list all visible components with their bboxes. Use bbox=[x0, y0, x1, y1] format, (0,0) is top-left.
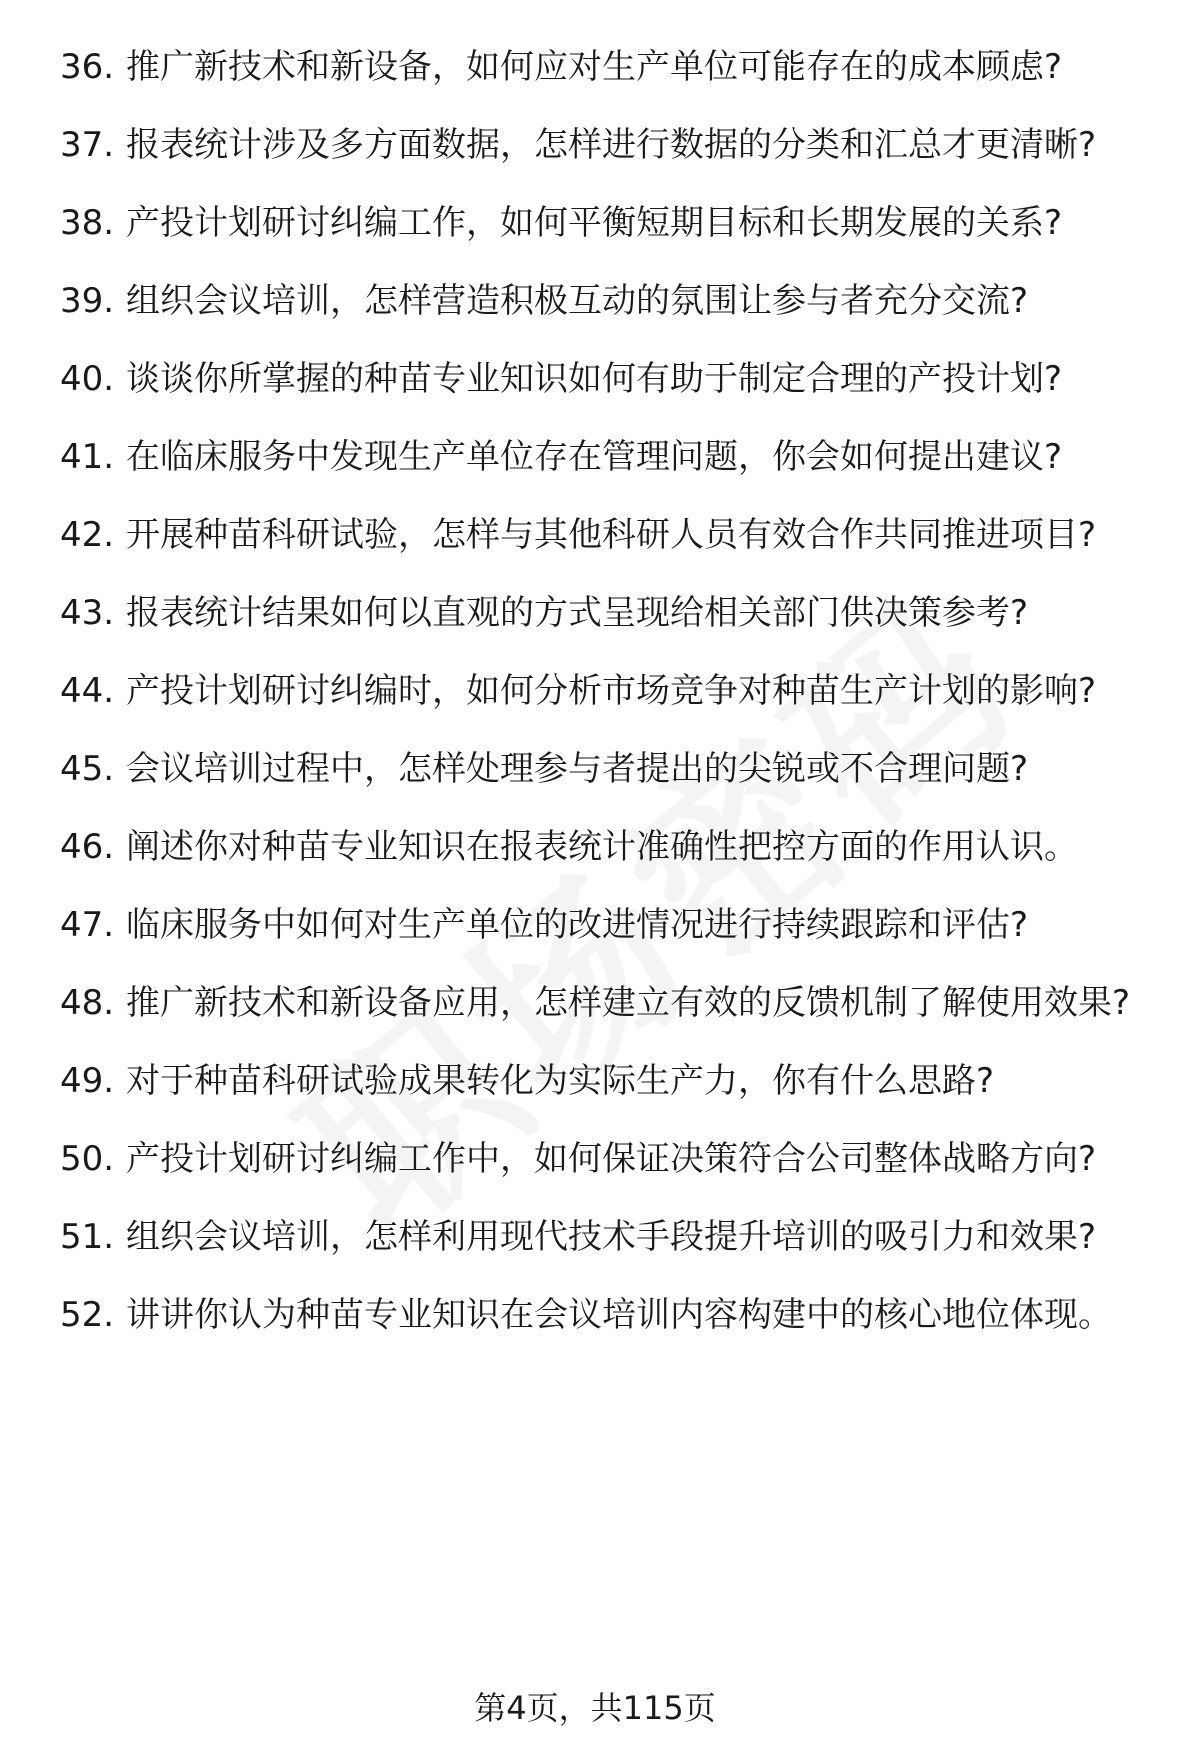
question-text: 报表统计结果如何以直观的方式呈现给相关部门供决策参考? bbox=[126, 593, 1029, 633]
question-item bbox=[60, 279, 1150, 323]
question-number: 45. bbox=[60, 749, 115, 789]
question-text: 阐述你对种苗专业知识在报表统计准确性把控方面的作用认识。 bbox=[126, 827, 1078, 867]
question-text: 推广新技术和新设备应用，怎样建立有效的反馈机制了解使用效果? bbox=[126, 983, 1131, 1023]
question-text: 推广新技术和新设备，如何应对生产单位可能存在的成本顾虑? bbox=[126, 47, 1063, 87]
question-text: 开展种苗科研试验，怎样与其他科研人员有效合作共同推进项目? bbox=[126, 515, 1097, 555]
question-text: 产投计划研讨纠编时，如何分析市场竞争对种苗生产计划的影响? bbox=[126, 671, 1097, 711]
question-text: 临床服务中如何对生产单位的改进情况进行持续跟踪和评估? bbox=[126, 905, 1029, 945]
question-number: 43. bbox=[60, 593, 115, 633]
question-item bbox=[60, 591, 1150, 635]
question-text: 组织会议培训，怎样营造积极互动的氛围让参与者充分交流? bbox=[126, 281, 1029, 321]
question-number: 36. bbox=[60, 47, 115, 87]
question-item bbox=[60, 747, 1150, 791]
question-number: 51. bbox=[60, 1217, 115, 1257]
question-number: 52. bbox=[60, 1295, 115, 1335]
question-item bbox=[60, 981, 1150, 1025]
question-number: 46. bbox=[60, 827, 115, 867]
question-item bbox=[60, 1137, 1150, 1181]
question-text: 在临床服务中发现生产单位存在管理问题，你会如何提出建议? bbox=[126, 437, 1063, 477]
question-text: 报表统计涉及多方面数据，怎样进行数据的分类和汇总才更清晰? bbox=[126, 125, 1097, 165]
question-number: 41. bbox=[60, 437, 115, 477]
question-number: 42. bbox=[60, 515, 115, 555]
question-text: 产投计划研讨纠编工作中，如何保证决策符合公司整体战略方向? bbox=[126, 1139, 1097, 1179]
question-number: 48. bbox=[60, 983, 115, 1023]
question-list bbox=[60, 45, 1150, 1371]
question-number: 38. bbox=[60, 203, 115, 243]
question-number: 37. bbox=[60, 125, 115, 165]
question-item bbox=[60, 1293, 1150, 1337]
question-item bbox=[60, 357, 1150, 401]
page-number-label: 第4页，共115页 bbox=[474, 1689, 716, 1727]
question-item bbox=[60, 513, 1150, 557]
question-text: 讲讲你认为种苗专业知识在会议培训内容构建中的核心地位体现。 bbox=[126, 1295, 1112, 1335]
question-text: 对于种苗科研试验成果转化为实际生产力，你有什么思路? bbox=[126, 1061, 995, 1101]
question-item bbox=[60, 903, 1150, 947]
question-number: 39. bbox=[60, 281, 115, 321]
question-number: 40. bbox=[60, 359, 115, 399]
question-item bbox=[60, 201, 1150, 245]
question-number: 47. bbox=[60, 905, 115, 945]
question-item bbox=[60, 45, 1150, 89]
question-text: 谈谈你所掌握的种苗专业知识如何有助于制定合理的产投计划? bbox=[126, 359, 1063, 399]
question-number: 49. bbox=[60, 1061, 115, 1101]
question-text: 会议培训过程中，怎样处理参与者提出的尖锐或不合理问题? bbox=[126, 749, 1029, 789]
question-text: 产投计划研讨纠编工作，如何平衡短期目标和长期发展的关系? bbox=[126, 203, 1063, 243]
question-item bbox=[60, 1215, 1150, 1259]
question-item bbox=[60, 123, 1150, 167]
page-footer bbox=[0, 1688, 1190, 1728]
question-number: 44. bbox=[60, 671, 115, 711]
question-item bbox=[60, 669, 1150, 713]
question-item bbox=[60, 1059, 1150, 1103]
question-item bbox=[60, 435, 1150, 479]
question-item bbox=[60, 825, 1150, 869]
question-text: 组织会议培训，怎样利用现代技术手段提升培训的吸引力和效果? bbox=[126, 1217, 1097, 1257]
question-number: 50. bbox=[60, 1139, 115, 1179]
